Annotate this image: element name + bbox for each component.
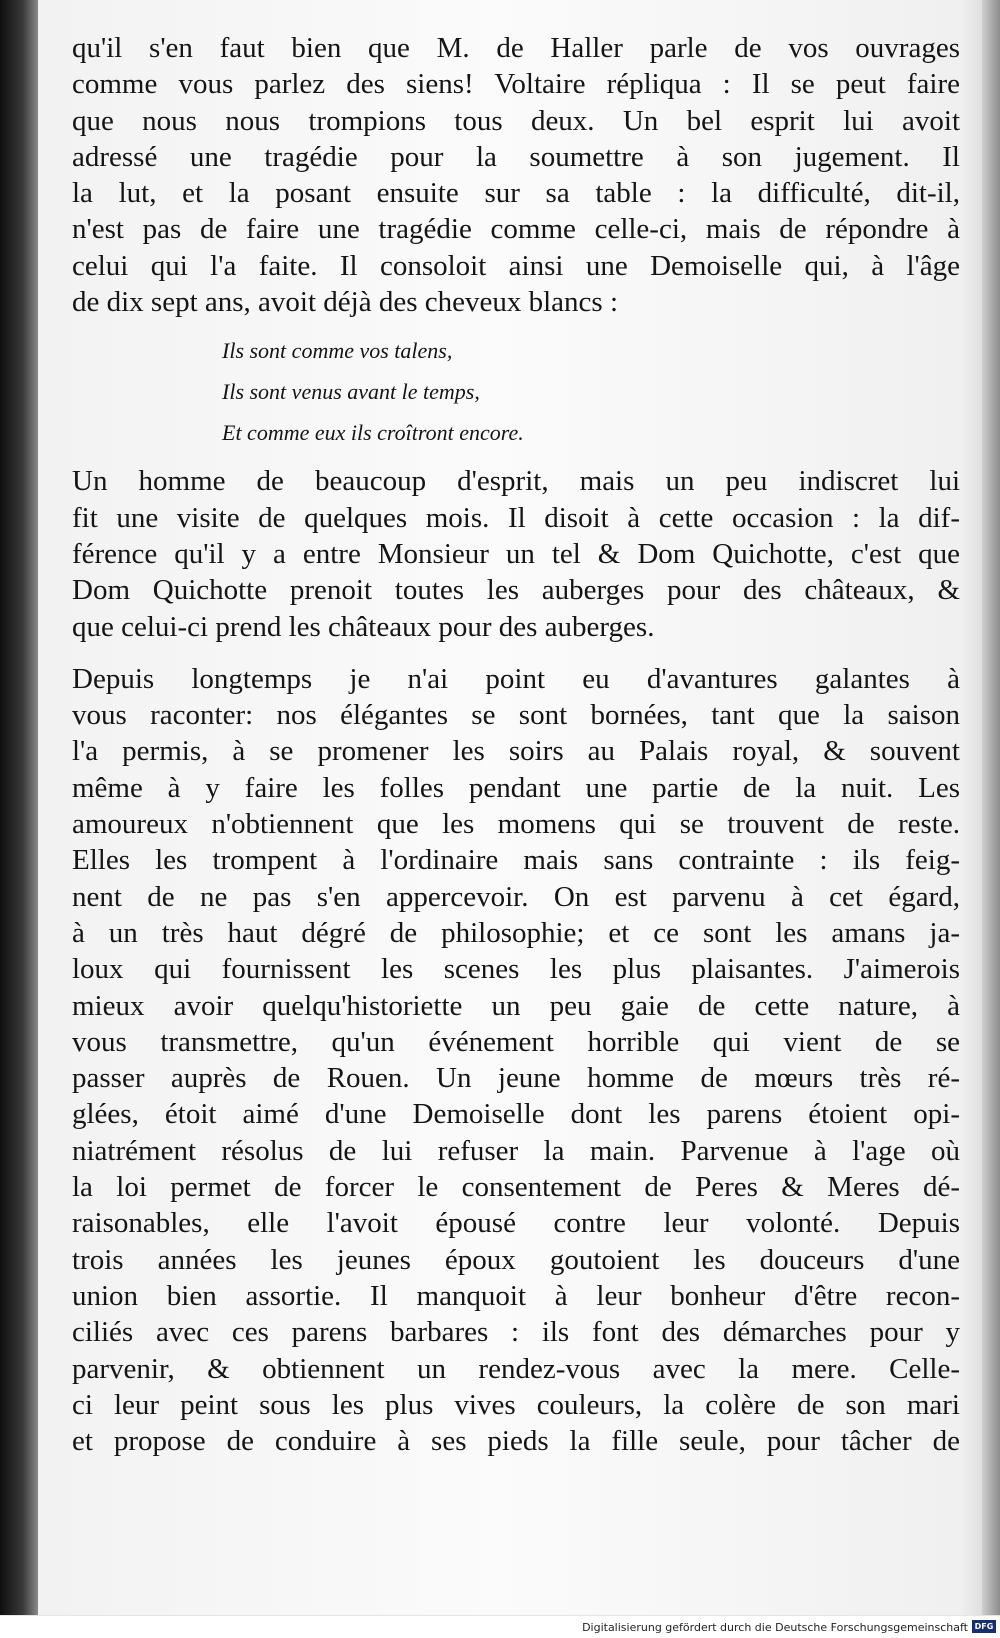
- text-line: adressé une tragédie pour la soumettre à son jugement. Il: [72, 140, 960, 173]
- text-line: la loi permet de forcer le consentement de Peres & Meres dé-: [72, 1171, 960, 1204]
- paragraph-2: [72, 463, 960, 644]
- text-line: l'a permis, à se promener les soirs au Palais royal, & souvent: [72, 735, 960, 768]
- text-line: mieux avoir quelqu'historiette un peu gaie de cette nature, à: [72, 989, 960, 1022]
- text-line: qu'il s'en faut bien que M. de Haller parle de vos ouvrages: [72, 32, 960, 64]
- text-line: passer auprès de Rouen. Un jeune homme de mœurs très ré-: [72, 1062, 960, 1095]
- text-line: fit une visite de quelques mois. Il disoit à cette occasion : la dif-: [72, 501, 960, 534]
- text-line: comme vous parlez des siens! Voltaire répliqua : Il se peut faire: [72, 68, 960, 101]
- text-line: trois années les jeunes époux goutoient les douceurs d'une: [72, 1243, 960, 1276]
- text-line: Depuis longtemps je n'ai point eu d'avantures galantes à: [72, 662, 960, 695]
- text-line: ciliés avec ces parens barbares : ils font des démarches pour y: [72, 1316, 960, 1349]
- text-line: vous transmettre, qu'un événement horrible qui vient de se: [72, 1025, 960, 1058]
- dfg-logo: DFG: [972, 1620, 996, 1633]
- text-line: celui qui l'a faite. Il consoloit ainsi une Demoiselle qui, à l'âge: [72, 249, 960, 282]
- paragraph-1: [72, 30, 960, 320]
- paragraph-spacer: [72, 645, 960, 661]
- text-line: Dom Quichotte prenoit toutes les auberges pour des châteaux, &: [72, 574, 960, 607]
- text-line: glées, étoit aimé d'une Demoiselle dont les parens étoient opi-: [72, 1098, 960, 1131]
- text-line: niatrément résolus de lui refuser la main. Parvenue à l'age où: [72, 1134, 960, 1167]
- text-line: de dix sept ans, avoit déjà des cheveux blancs :: [72, 286, 619, 319]
- text-line: ci leur peint sous les plus vives couleurs, la colère de son mari: [72, 1388, 960, 1421]
- paragraph-3: [72, 661, 960, 1460]
- text-line: nent de ne pas s'en appercevoir. On est parvenu à cet égard,: [72, 880, 960, 913]
- book-gutter-shadow: [0, 0, 38, 1620]
- digitization-footer: [0, 1615, 1000, 1638]
- text-line: et propose de conduire à ses pieds la fille seule, pour tâcher de: [72, 1425, 960, 1458]
- text-line: la lut, et la posant ensuite sur sa table : la difficulté, dit-il,: [72, 177, 960, 210]
- text-line: Elles les trompent à l'ordinaire mais sans contrainte : ils feig-: [72, 844, 960, 877]
- verse-line: Ils sont comme vos talens,: [222, 338, 453, 364]
- verse-line: Ils sont venus avant le temps,: [222, 379, 480, 405]
- text-line: Un homme de beaucoup d'esprit, mais un peu indiscret lui: [72, 465, 960, 498]
- text-line: amoureux n'obtiennent que les momens qui se trouvent de reste.: [72, 808, 960, 841]
- text-line: que nous nous trompions tous deux. Un bel esprit lui avoit: [72, 104, 960, 137]
- text-line: loux qui fournissent les scenes les plus plaisantes. J'aimerois: [72, 953, 960, 986]
- text-line: n'est pas de faire une tragédie comme celle-ci, mais de répondre à: [72, 213, 960, 246]
- verse-quotation: [222, 330, 960, 453]
- page-edge: [982, 0, 1000, 1620]
- page-body: [72, 30, 960, 1459]
- footer-credit: Digitalisierung gefördert durch die Deutsche Forschungsgemeinschaft: [582, 1621, 968, 1634]
- text-line: même à y faire les folles pendant une partie de la nuit. Les: [72, 771, 960, 804]
- text-line: union bien assortie. Il manquoit à leur bonheur d'être recon-: [72, 1279, 960, 1312]
- text-line: à un très haut dégré de philosophie; et ce sont les amans ja-: [72, 916, 960, 949]
- verse-line: Et comme eux ils croîtront encore.: [222, 420, 524, 446]
- text-line: parvenir, & obtiennent un rendez-vous avec la mere. Celle-: [72, 1352, 960, 1385]
- text-line: férence qu'il y a entre Monsieur un tel & Dom Quichotte, c'est que: [72, 537, 960, 570]
- text-line: vous raconter: nos élégantes se sont bornées, tant que la saison: [72, 699, 960, 732]
- text-line: raisonables, elle l'avoit épousé contre leur volonté. Depuis: [72, 1207, 960, 1240]
- text-line: que celui-ci prend les châteaux pour des auberges.: [72, 610, 655, 643]
